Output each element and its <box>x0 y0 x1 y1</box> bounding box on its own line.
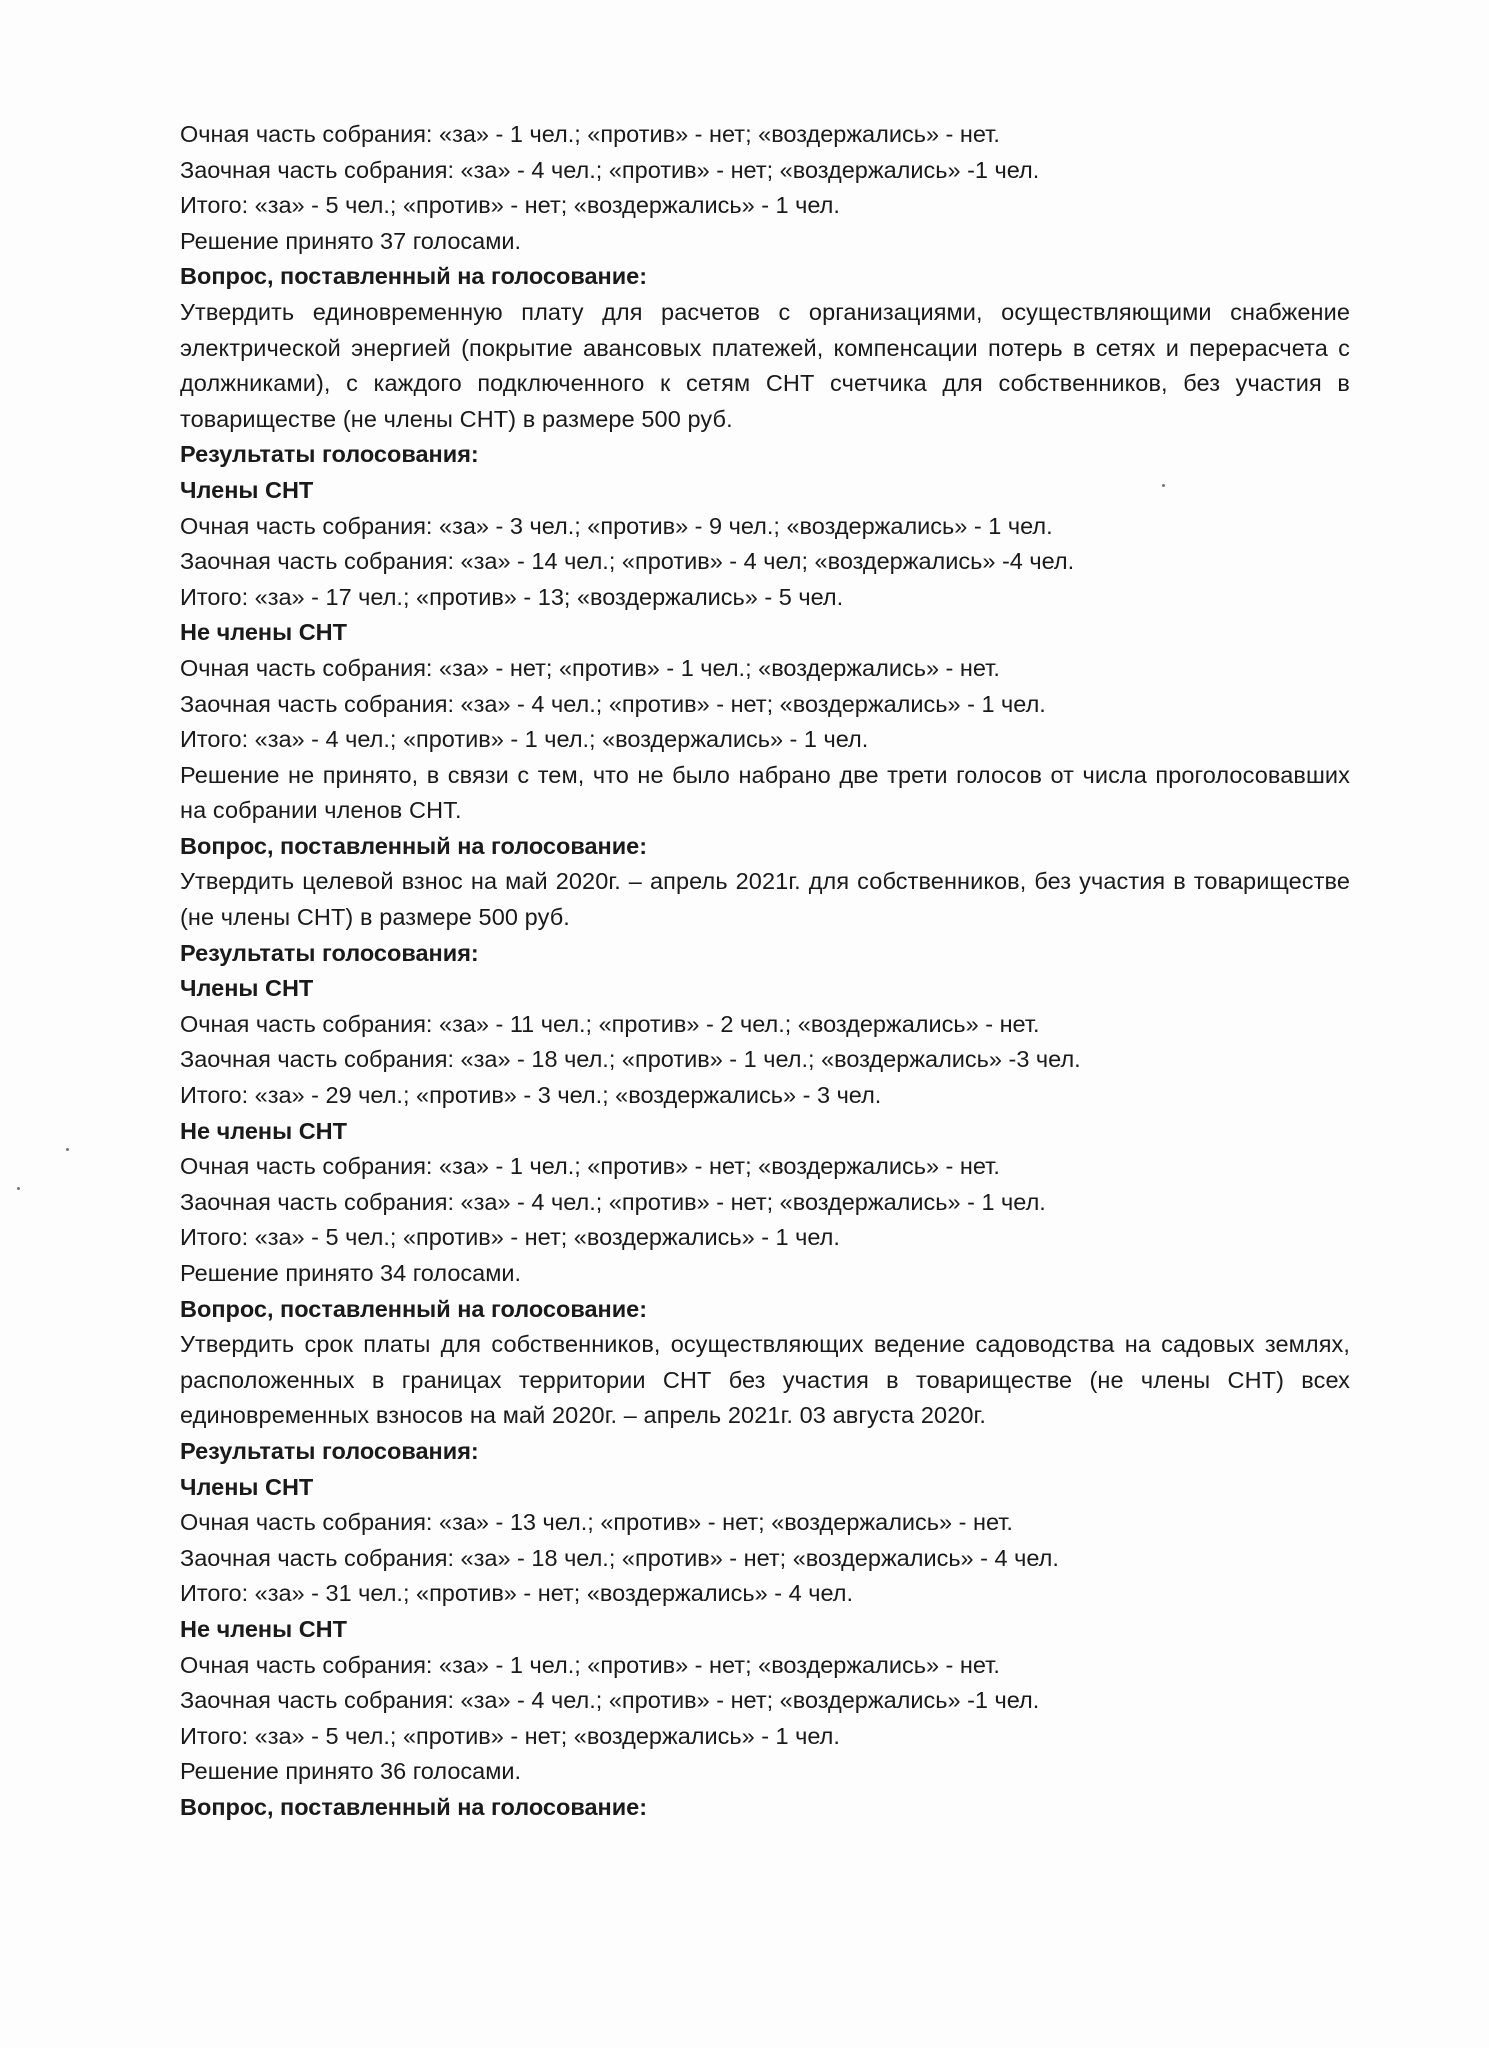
result-line: Итого: «за» - 4 чел.; «против» - 1 чел.; «воздержались» - 1 чел. <box>180 726 869 753</box>
members-heading: Члены СНТ <box>180 975 314 1002</box>
nonmembers-heading: Не члены СНТ <box>180 1117 347 1144</box>
result-line: Итого: «за» - 31 чел.; «против» - нет; «воздержались» - 4 чел. <box>180 1580 853 1607</box>
question-text: Утвердить целевой взнос на май 2020г. – апрель 2021г. для собственников, без участия в товариществе (не члены СНТ) в размере 500 руб. <box>180 868 1350 931</box>
question-heading: Вопрос, поставленный на голосование: <box>180 832 648 859</box>
result-line: Заочная часть собрания: «за» - 4 чел.; «против» - нет; «воздержались» - 1 чел. <box>180 690 1046 717</box>
result-line: Итого: «за» - 29 чел.; «против» - 3 чел.; «воздержались» - 3 чел. <box>180 1082 882 1109</box>
decision-text: Решение принято 37 голосами. <box>180 227 522 254</box>
result-line: Заочная часть собрания: «за» - 14 чел.; «против» - 4 чел; «воздержались» -4 чел. <box>180 548 1075 575</box>
decision-text: Решение принято 34 голосами. <box>180 1260 522 1286</box>
result-line: Очная часть собрания: «за» - 11 чел.; «против» - 2 чел.; «воздержались» - нет. <box>180 1010 1040 1037</box>
result-line: Заочная часть собрания: «за» - 4 чел.; «против» - нет; «воздержались» -1 чел. <box>180 156 1040 183</box>
result-line: Заочная часть собрания: «за» - 4 чел.; «против» - нет; «воздержались» -1 чел. <box>180 1687 1040 1714</box>
question-heading: Вопрос, поставленный на голосование: <box>180 263 648 290</box>
result-line: Очная часть собрания: «за» - нет; «против» - 1 чел.; «воздержались» - нет. <box>180 654 1000 681</box>
result-line: Итого: «за» - 5 чел.; «против» - нет; «воздержались» - 1 чел. <box>180 1722 840 1749</box>
scan-speck <box>17 1187 20 1190</box>
result-line: Заочная часть собрания: «за» - 18 чел.; «против» - 1 чел.; «воздержались» -3 чел. <box>180 1046 1081 1073</box>
result-line: Итого: «за» - 17 чел.; «против» - 13; «воздержались» - 5 чел. <box>180 583 844 610</box>
result-line: Очная часть собрания: «за» - 1 чел.; «против» - нет; «воздержались» - нет. <box>180 1153 1000 1180</box>
result-line: Итого: «за» - 5 чел.; «против» - нет; «воздержались» - 1 чел. <box>180 1224 840 1251</box>
result-line: Итого: «за» - 5 чел.; «против» - нет; «воздержались» - 1 чел. <box>180 192 840 219</box>
members-heading: Члены СНТ <box>180 1473 314 1500</box>
nonmembers-heading: Не члены СНТ <box>180 619 347 646</box>
result-line: Заочная часть собрания: «за» - 18 чел.; «против» - нет; «воздержались» - 4 чел. <box>180 1544 1059 1571</box>
document-body <box>180 117 1350 1826</box>
result-line: Заочная часть собрания: «за» - 4 чел.; «против» - нет; «воздержались» - 1 чел. <box>180 1188 1046 1215</box>
results-heading: Результаты голосования: <box>180 441 479 468</box>
members-heading: Члены СНТ <box>180 476 314 503</box>
question-text: Утвердить единовременную плату для расчетов с организациями, осуществляющими снабжение электрической энергией (покрытие авансовых платежей, компенсации потерь в сетях и перерасчета с должниками), с каждого подключенного к сетям СНТ счетчика для собственников, без участия в товариществе (не члены СНТ) в размере 500 руб. <box>180 298 1350 432</box>
question-heading: Вопрос, поставленный на голосование: <box>180 1295 648 1322</box>
question-heading: Вопрос, поставленный на голосование: <box>180 1793 648 1820</box>
result-line: Очная часть собрания: «за» - 1 чел.; «против» - нет; «воздержались» - нет. <box>180 121 1000 147</box>
result-line: Очная часть собрания: «за» - 1 чел.; «против» - нет; «воздержались» - нет. <box>180 1651 1000 1678</box>
results-heading: Результаты голосования: <box>180 939 479 966</box>
results-heading: Результаты голосования: <box>180 1437 479 1464</box>
result-line: Очная часть собрания: «за» - 13 чел.; «против» - нет; «воздержались» - нет. <box>180 1509 1013 1536</box>
decision-text: Решение принято 36 голосами. <box>180 1758 522 1785</box>
scan-speck <box>66 1148 69 1151</box>
result-line: Очная часть собрания: «за» - 3 чел.; «против» - 9 чел.; «воздержались» - 1 чел. <box>180 512 1053 539</box>
nonmembers-heading: Не члены СНТ <box>180 1615 347 1642</box>
decision-text: Решение не принято, в связи с тем, что не было набрано две трети голосов от числа проголосовавших на собрании членов СНТ. <box>180 761 1350 824</box>
question-text: Утвердить срок платы для собственников, осуществляющих ведение садоводства на садовых землях, расположенных в границах территории СНТ без участия в товариществе (не члены СНТ) всех единовременных взносов на май 2020г. – апрель 2021г. 03 августа 2020г. <box>180 1331 1350 1429</box>
